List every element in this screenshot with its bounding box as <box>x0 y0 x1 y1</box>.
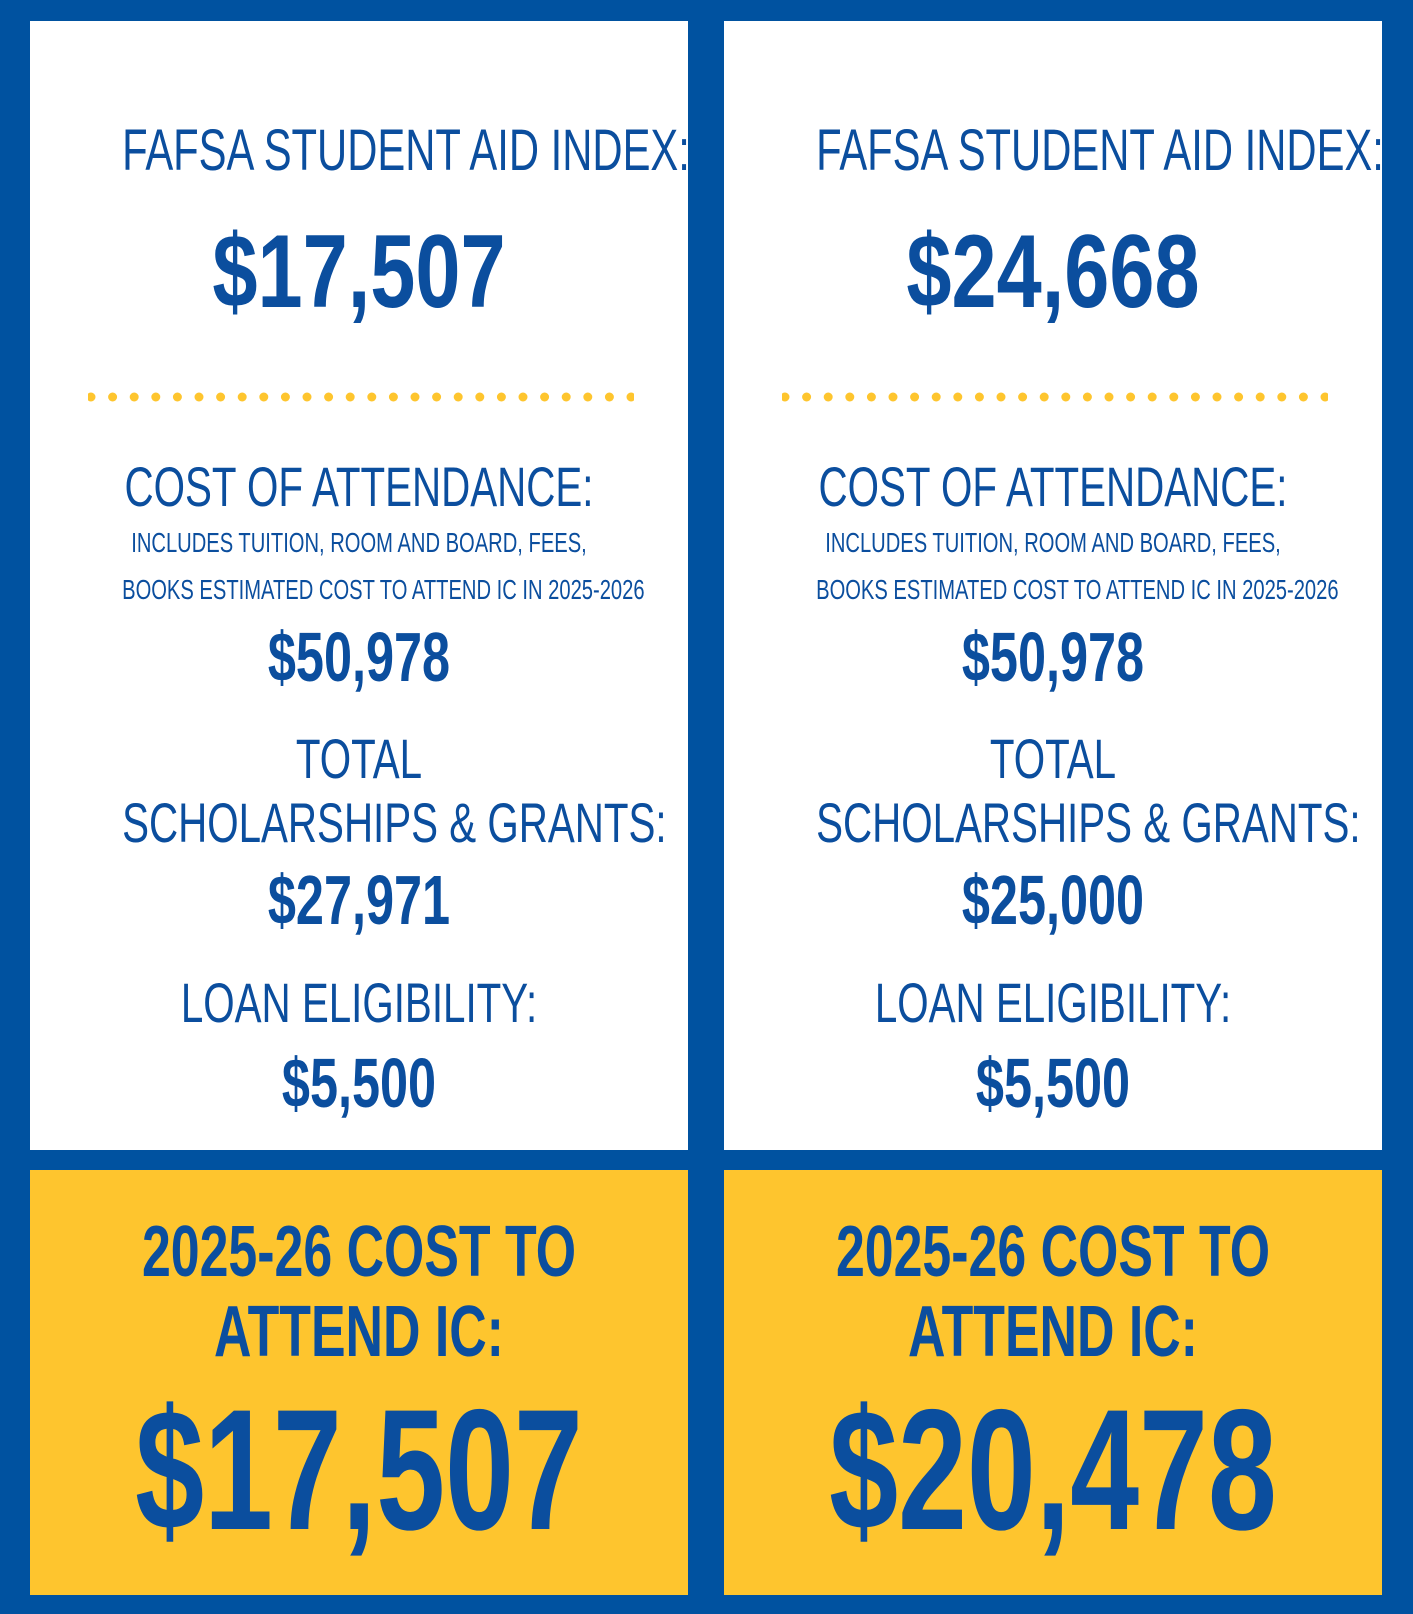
divider-dot <box>1256 393 1265 402</box>
cost-of-attendance-note-line1 <box>30 526 688 560</box>
divider-dot <box>195 393 204 402</box>
cost-to-attend-title-line1-text: 2025-26 COST TO <box>835 1212 1271 1292</box>
divider-dot <box>889 393 898 402</box>
divider-dots <box>88 393 634 402</box>
divider-dot <box>173 393 182 402</box>
scholarships-label-line2 <box>30 791 688 855</box>
divider-dot <box>1213 393 1222 402</box>
sai-value: $24,668 <box>906 214 1200 330</box>
scholarships-label-line2-text: SCHOLARSHIPS & GRANTS: <box>122 791 667 854</box>
divider-dot <box>975 393 984 402</box>
cost-of-attendance-note-line1 <box>724 526 1382 560</box>
divider-dot <box>997 393 1006 402</box>
scholarships-label-line2-text: SCHOLARSHIPS & GRANTS: <box>816 791 1361 854</box>
dotted-divider <box>782 391 1328 403</box>
divider-dot <box>583 393 592 402</box>
divider-dot <box>346 393 355 402</box>
cost-of-attendance-note-line2-text: BOOKS ESTIMATED COST TO ATTEND IC IN 2025-2026 <box>816 574 1339 605</box>
divider-dot <box>1234 393 1243 402</box>
divider-dot <box>1277 393 1286 402</box>
divider-dot <box>802 393 811 402</box>
cost-to-attend-title-line1 <box>724 1212 1382 1292</box>
cost-of-attendance-value <box>724 619 1382 695</box>
loan-eligibility-value <box>30 1045 688 1121</box>
divider-dot <box>1105 393 1114 402</box>
cost-of-attendance-label-text: COST OF ATTENDANCE: <box>818 455 1288 518</box>
divider-dot <box>1191 393 1200 402</box>
cost-of-attendance-value-text: $50,978 <box>267 618 451 696</box>
cost-to-attend-title-line2-text: ATTEND IC: <box>214 1292 504 1372</box>
loan-eligibility-value-text: $5,500 <box>281 1044 437 1122</box>
cost-to-attend-value <box>724 1374 1382 1566</box>
loan-eligibility-label-text: LOAN ELIGIBILITY: <box>180 971 538 1034</box>
divider-dot <box>605 393 614 402</box>
scholarships-label-line1 <box>30 727 688 791</box>
cost-to-attend-box-left <box>30 1170 688 1595</box>
divider-dot <box>238 393 247 402</box>
cost-of-attendance-note-line2-text: BOOKS ESTIMATED COST TO ATTEND IC IN 2025-2026 <box>122 574 645 605</box>
scholarships-value <box>724 862 1382 938</box>
scholarships-label-line2 <box>724 791 1382 855</box>
loan-eligibility-label <box>724 970 1382 1036</box>
divider-dot <box>1299 393 1308 402</box>
divider-dot <box>519 393 528 402</box>
cost-to-attend-value <box>30 1374 688 1566</box>
cost-to-attend-value-text: $20,478 <box>829 1374 1277 1566</box>
scholarships-label-line1 <box>724 727 1382 791</box>
scholarships-value-text: $25,000 <box>961 861 1145 939</box>
divider-dot <box>627 393 635 402</box>
divider-dot <box>867 393 876 402</box>
divider-dot <box>324 393 333 402</box>
cost-to-attend-title-line1 <box>30 1212 688 1292</box>
cost-of-attendance-label <box>724 454 1382 520</box>
aid-panel-left <box>30 21 688 1150</box>
divider-dot <box>367 393 376 402</box>
divider-dot <box>1148 393 1157 402</box>
divider-dot <box>845 393 854 402</box>
cost-of-attendance-value <box>30 619 688 695</box>
divider-dot <box>151 393 160 402</box>
divider-dot <box>1126 393 1135 402</box>
cost-to-attend-value-text: $17,507 <box>135 1374 583 1566</box>
divider-dot <box>782 393 790 402</box>
scholarships-label-line1-text: TOTAL <box>989 727 1117 790</box>
scholarships-value-text: $27,971 <box>267 861 451 939</box>
divider-dot <box>1321 393 1329 402</box>
loan-eligibility-value <box>724 1045 1382 1121</box>
cost-to-attend-box-right <box>724 1170 1382 1595</box>
cost-to-attend-title-line2 <box>30 1292 688 1372</box>
divider-dot <box>1061 393 1070 402</box>
loan-eligibility-value-text: $5,500 <box>975 1044 1131 1122</box>
cost-to-attend-title-line2 <box>724 1292 1382 1372</box>
loan-eligibility-label <box>30 970 688 1036</box>
divider-dot <box>932 393 941 402</box>
divider-dot <box>130 393 139 402</box>
sai-label <box>30 116 688 186</box>
divider-dot <box>1040 393 1049 402</box>
dotted-divider <box>88 391 634 403</box>
divider-dot <box>1169 393 1178 402</box>
loan-eligibility-label-text: LOAN ELIGIBILITY: <box>874 971 1232 1034</box>
cost-of-attendance-note-line2 <box>724 573 1382 607</box>
cost-of-attendance-label <box>30 454 688 520</box>
divider-dot <box>1083 393 1092 402</box>
divider-dot <box>454 393 463 402</box>
divider-dot <box>216 393 225 402</box>
divider-dot <box>432 393 441 402</box>
sai-value: $17,507 <box>212 214 506 330</box>
divider-dot <box>953 393 962 402</box>
divider-dot <box>1018 393 1027 402</box>
sai-label-text: FAFSA STUDENT AID INDEX: <box>122 118 690 183</box>
scholarships-value <box>30 862 688 938</box>
divider-dot <box>910 393 919 402</box>
cost-to-attend-title-line2-text: ATTEND IC: <box>908 1292 1198 1372</box>
cost-of-attendance-value-text: $50,978 <box>961 618 1145 696</box>
divider-dot <box>411 393 420 402</box>
divider-dot <box>562 393 571 402</box>
divider-dot <box>389 393 398 402</box>
aid-panel-right <box>724 21 1382 1150</box>
divider-dot <box>303 393 312 402</box>
divider-dot <box>540 393 549 402</box>
scholarships-label-line1-text: TOTAL <box>295 727 423 790</box>
sai-label <box>724 116 1382 186</box>
cost-of-attendance-label-text: COST OF ATTENDANCE: <box>124 455 594 518</box>
divider-dot <box>824 393 833 402</box>
divider-dot <box>108 393 117 402</box>
cost-to-attend-title-line1-text: 2025-26 COST TO <box>141 1212 577 1292</box>
divider-dot <box>281 393 290 402</box>
divider-dot <box>475 393 484 402</box>
cost-of-attendance-note-line2 <box>30 573 688 607</box>
divider-dot <box>497 393 506 402</box>
divider-dot <box>88 393 96 402</box>
cost-of-attendance-note-line1-text: INCLUDES TUITION, ROOM AND BOARD, FEES, <box>131 527 587 558</box>
divider-dot <box>259 393 268 402</box>
sai-label-text: FAFSA STUDENT AID INDEX: <box>816 118 1384 183</box>
divider-dots <box>782 393 1328 402</box>
cost-of-attendance-note-line1-text: INCLUDES TUITION, ROOM AND BOARD, FEES, <box>825 527 1281 558</box>
